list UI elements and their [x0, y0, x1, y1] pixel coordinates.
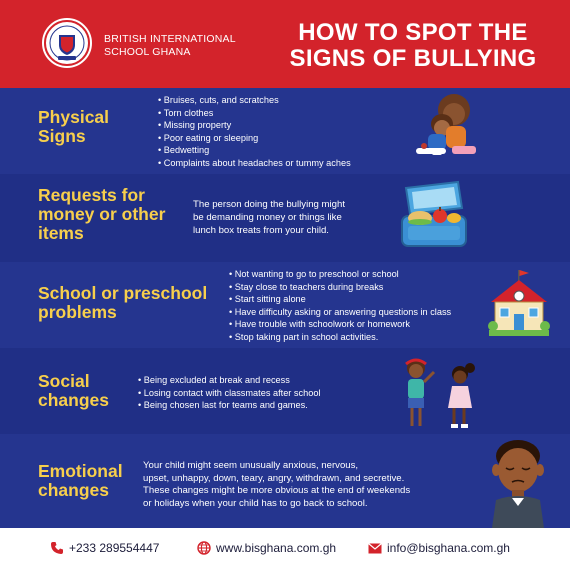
- section-heading: Emotional changes: [38, 461, 123, 500]
- list-item: • Start sitting alone: [229, 293, 451, 306]
- illustration-school-house: [487, 268, 551, 343]
- globe-icon: [197, 541, 211, 555]
- list-item: • Stay close to teachers during breaks: [229, 281, 451, 294]
- footer-contacts: [0, 528, 570, 570]
- list-item: • Being excluded at break and recess: [138, 374, 320, 387]
- contact-website[interactable]: [197, 541, 336, 555]
- list-item: • Poor eating or sleeping: [158, 132, 351, 145]
- envelope-icon: [368, 543, 382, 554]
- list-item: • Losing contact with classmates after school: [138, 387, 320, 400]
- phone-number: +233 289554447: [69, 541, 160, 555]
- list-item: • Have trouble with schoolwork or homework: [229, 318, 451, 331]
- list-item: • Torn clothes: [158, 107, 351, 120]
- illustration-sad-boy: [482, 434, 554, 533]
- list-item: • Have difficulty asking or answering questions in class: [229, 306, 451, 319]
- list-item: • Bruises, cuts, and scratches: [158, 94, 351, 107]
- list-item: • Complaints about headaches or tummy aches: [158, 157, 351, 170]
- website-link: www.bisghana.com.gh: [216, 541, 337, 555]
- requests-money-paragraph: The person doing the bullying might be demanding money or things like lunch box treats from your child.: [193, 199, 345, 236]
- email-link: info@bisghana.com.gh: [387, 541, 510, 555]
- section-requests-money: [0, 174, 570, 262]
- section-emotional-changes: [0, 434, 570, 528]
- school-logo: [42, 18, 92, 68]
- list-item: • Stop taking part in school activities.: [229, 331, 451, 344]
- school-problems-list: [229, 268, 451, 344]
- phone-icon: [50, 541, 64, 555]
- page-title: HOW TO SPOT THE SIGNS OF BULLYING: [289, 19, 537, 72]
- section-heading: Social changes: [38, 371, 109, 410]
- illustration-hurt-children: [402, 90, 482, 169]
- header-banner: [0, 0, 570, 88]
- social-changes-list: [138, 374, 320, 412]
- section-school-problems: [0, 262, 570, 348]
- list-item: • Bedwetting: [158, 144, 351, 157]
- section-physical-signs: [0, 88, 570, 174]
- section-social-changes: [0, 348, 570, 434]
- section-heading: School or preschool problems: [38, 283, 208, 322]
- list-item: • Not wanting to go to preschool or school: [229, 268, 451, 281]
- list-item: • Missing property: [158, 119, 351, 132]
- contact-email[interactable]: [368, 541, 510, 555]
- illustration-lunch-box: [398, 180, 472, 257]
- illustration-two-girls: [396, 354, 486, 437]
- list-item: • Being chosen last for teams and games.: [138, 399, 320, 412]
- physical-signs-list: [158, 94, 351, 170]
- section-heading: Physical Signs: [38, 107, 110, 146]
- emotional-changes-paragraph: Your child might seem unusually anxious, nervous, upset, unhappy, down, teary, angry, withdrawn, and secretive. These changes might be more obvious at the end of weekends or holidays when your child has to go back to school.: [143, 460, 411, 509]
- school-name: BRITISH INTERNATIONAL SCHOOL GHANA: [104, 33, 236, 58]
- contact-phone[interactable]: [50, 541, 159, 555]
- section-heading: Requests for money or other items: [38, 185, 166, 243]
